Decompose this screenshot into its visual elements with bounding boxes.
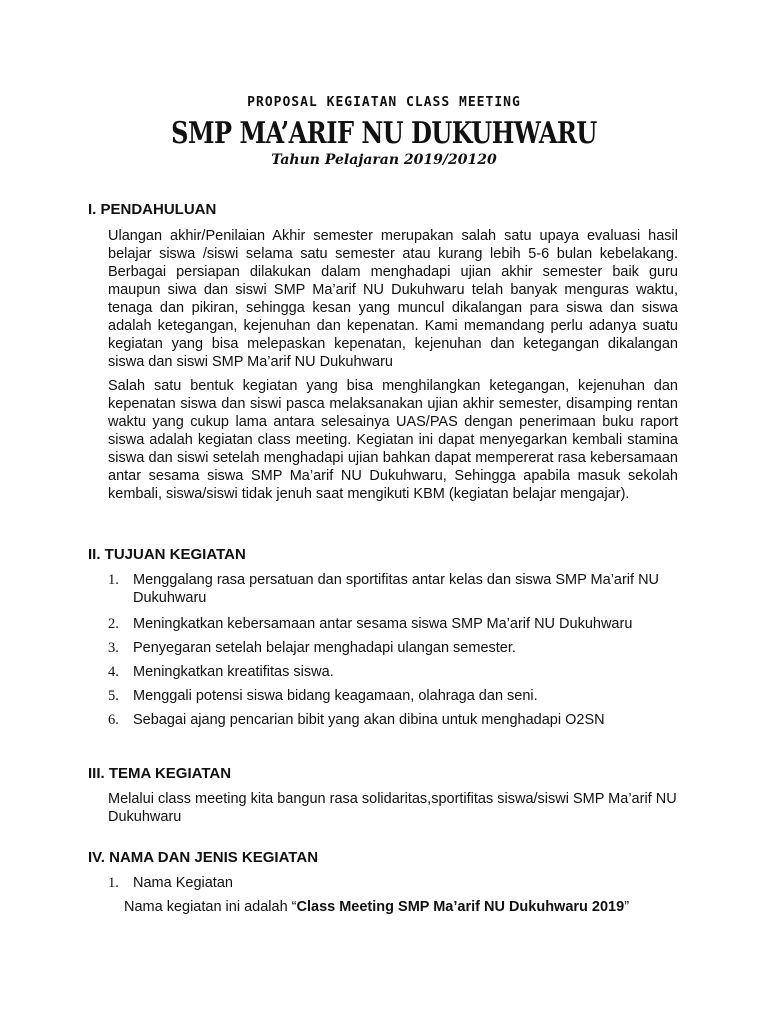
section-1-paragraph-1: Ulangan akhir/Penilaian Akhir semester merupakan salah satu upaya evaluasi hasil belajar siswa /siswi selama satu semester atau kurang lebih 5-6 bulan kebelakang. Berbagai persiapan dilakukan dalam menghadapi ujian akhir semester baik guru maupun siwa dan siswi SMP Ma’arif NU Dukuhwaru telah banyak menguras waktu, tenaga dan pikiran, sehingga kesan yang muncul dikalangan para siswa dan siswa adalah ketegangan, kejenuhan dan kepenatan. Kami memandang perlu adanya suatu kegiatan yang bisa melepaskan kepenatan, kejenuhan dan ketegangan dikalangan siswa dan siswi SMP Ma’arif NU Dukuhwaru <box>108 228 678 370</box>
list-text: Nama Kegiatan <box>133 875 233 891</box>
activity-name-prefix: Nama kegiatan ini adalah “ <box>124 899 297 915</box>
list-item <box>108 571 688 607</box>
list-number: 1. <box>108 572 119 588</box>
section-1-heading: I. PENDAHULUAN <box>88 201 217 218</box>
list-text: Meningkatkan kebersamaan antar sesama siswa SMP Ma’arif NU Dukuhwaru <box>133 616 633 632</box>
objectives-list <box>108 571 688 729</box>
school-name: SMP MA’ARIF NU DUKUHWARU <box>171 114 597 151</box>
list-text: Menggali potensi siswa bidang keagamaan, olahraga dan seni. <box>133 688 538 704</box>
list-number: 2. <box>108 616 119 632</box>
list-number: 4. <box>108 664 119 680</box>
activity-name-value: Class Meeting SMP Ma’arif NU Dukuhwaru 2019 <box>296 899 625 915</box>
list-text: Sebagai ajang pencarian bibit yang akan dibina untuk menghadapi O2SN <box>133 712 605 728</box>
list-number: 5. <box>108 688 119 704</box>
section-2-heading: II. TUJUAN KEGIATAN <box>88 546 246 563</box>
list-item <box>108 711 688 729</box>
list-number: 6. <box>108 712 119 728</box>
list-number: 3. <box>108 640 119 656</box>
list-text: Meningkatkan kreatifitas siswa. <box>133 664 334 680</box>
section-3-text: Melalui class meeting kita bangun rasa solidaritas,sportifitas siswa/siswi SMP Ma’arif NU Dukuhwaru <box>108 791 677 825</box>
list-number: 1. <box>108 875 119 891</box>
list-text: Penyegaran setelah belajar menghadapi ulangan semester. <box>133 640 516 656</box>
section-3-heading: III. TEMA KEGIATAN <box>88 765 232 782</box>
list-item <box>108 874 693 892</box>
activity-name-line <box>124 898 724 916</box>
section-1-paragraph-2: Salah satu bentuk kegiatan yang bisa menghilangkan ketegangan, kejenuhan dan kepenatan siswa dan siswi pasca melaksanakan ujian akhir semester, disamping rentan waktu yang cukup lama antara selesainya UAS/PAS dengan penerimaan buku raport siswa adalah kegiatan class meeting. Kegiatan ini dapat menyegarkan kembali stamina siswa dan siswi setelah menghadapi ujian bahkan dapat mempererat rasa kebersamaan antar sesama siswa SMP Ma’arif NU Dukuhwaru, Sehingga apabila masuk sekolah kembali, siswa/siswi tidak jenuh saat mengikuti KBM (kegiatan belajar mengajar). <box>108 378 678 502</box>
academic-year: Tahun Pelajaran 2019/20120 <box>271 152 497 168</box>
list-item <box>108 687 688 705</box>
list-text: Menggalang rasa persatuan dan sportifitas antar kelas dan siswa SMP Ma’arif NU Dukuhwaru <box>133 572 660 606</box>
proposal-title: PROPOSAL KEGIATAN CLASS MEETING <box>247 95 521 110</box>
section-4-heading: IV. NAMA DAN JENIS KEGIATAN <box>88 849 319 866</box>
list-item <box>108 663 688 681</box>
list-item <box>108 639 688 657</box>
activity-name-suffix: ” <box>624 899 630 915</box>
list-item <box>108 615 688 633</box>
